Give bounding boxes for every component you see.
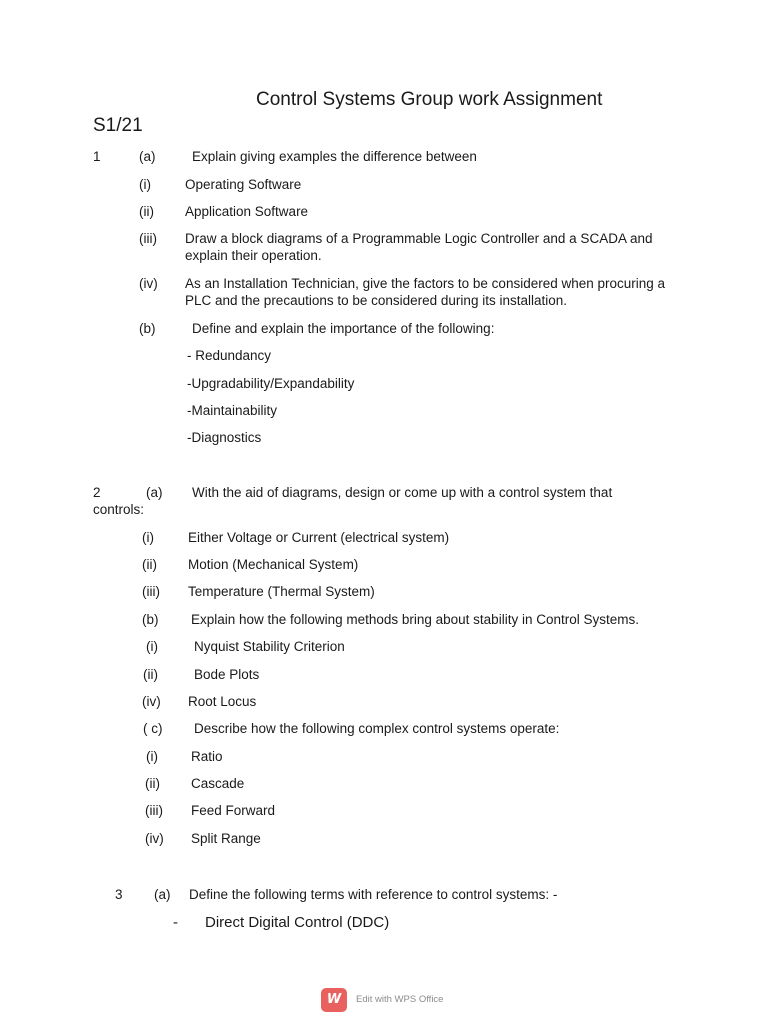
q1-b-label: (b) — [139, 321, 156, 336]
q2-a-item-label: (iii) — [142, 584, 160, 599]
q1-a-label: (a) — [139, 149, 156, 164]
q2-a-item-label: (ii) — [142, 557, 157, 572]
q2-b-item-label: (i) — [146, 639, 158, 654]
q1-b-item-maintainability: -Maintainability — [187, 403, 278, 418]
q3-item-dash: - — [173, 914, 178, 931]
q2-c-item-label: (iii) — [145, 803, 163, 818]
q3-a-label: (a) — [154, 887, 171, 902]
q2-c-item-label: (i) — [146, 749, 158, 764]
wps-logo-icon: W — [321, 988, 347, 1012]
q2-c-item-label: (iv) — [145, 831, 164, 846]
q2-b-item-label: (iv) — [142, 694, 161, 709]
q2-a-item-text: Either Voltage or Current (electrical system) — [188, 530, 450, 545]
q1-iv-label: (iv) — [139, 276, 158, 291]
q1-ii-text: Application Software — [185, 204, 309, 219]
q1-b-text: Define and explain the importance of the following: — [192, 321, 495, 336]
wps-watermark-text: Edit with WPS Office — [356, 994, 444, 1005]
q2-b-label: (b) — [142, 612, 159, 627]
document-title: Control Systems Group work Assignment — [256, 89, 603, 110]
q2-b-item-text: Bode Plots — [194, 667, 260, 682]
q1-iii-text: Draw a block diagrams of a Programmable Logic Controller and a SCADA and explain their operation. — [185, 231, 653, 263]
q1-a-text: Explain giving examples the difference between — [192, 149, 477, 164]
q3-a-text: Define the following terms with reference to control systems: - — [189, 887, 558, 902]
q2-c-text: Describe how the following complex control systems operate: — [194, 721, 560, 736]
q1-iii-label: (iii) — [139, 231, 157, 246]
wps-watermark[interactable] — [321, 987, 443, 1012]
q2-b-text: Explain how the following methods bring about stability in Control Systems. — [191, 612, 639, 627]
q2-b-item-text: Nyquist Stability Criterion — [194, 639, 345, 654]
q3-item-ddc: Direct Digital Control (DDC) — [205, 914, 390, 931]
q2-a-label: (a) — [146, 485, 163, 500]
document-code: S1/21 — [93, 115, 143, 136]
q1-b-item-upgradability: -Upgradability/Expandability — [187, 376, 355, 391]
q2-a-text-line2: controls: — [93, 502, 145, 517]
q2-b-item-label: (ii) — [143, 667, 158, 682]
q2-a-item-text: Motion (Mechanical System) — [188, 557, 359, 572]
q1-number: 1 — [93, 149, 101, 164]
q2-c-item-text: Feed Forward — [191, 803, 276, 818]
q2-c-item-text: Cascade — [191, 776, 245, 791]
q2-a-item-text: Temperature (Thermal System) — [188, 584, 375, 599]
q1-i-text: Operating Software — [185, 177, 302, 192]
q1-i-label: (i) — [139, 177, 151, 192]
q1-ii-label: (ii) — [139, 204, 154, 219]
q2-c-item-text: Ratio — [191, 749, 223, 764]
q2-c-label: ( c) — [143, 721, 163, 736]
q1-b-item-diagnostics: -Diagnostics — [187, 430, 262, 445]
q3-number: 3 — [115, 887, 123, 902]
q2-c-item-text: Split Range — [191, 831, 261, 846]
q2-a-item-label: (i) — [142, 530, 154, 545]
q2-c-item-label: (ii) — [145, 776, 160, 791]
q2-number: 2 — [93, 485, 101, 500]
q1-iv-text: As an Installation Technician, give the factors to be considered when procuring a PLC and the precautions to be considered during its installation. — [185, 276, 666, 308]
q1-b-item-redundancy: - Redundancy — [187, 348, 272, 363]
q2-a-text-line1: With the aid of diagrams, design or come up with a control system that — [192, 485, 613, 500]
q2-b-item-text: Root Locus — [188, 694, 257, 709]
